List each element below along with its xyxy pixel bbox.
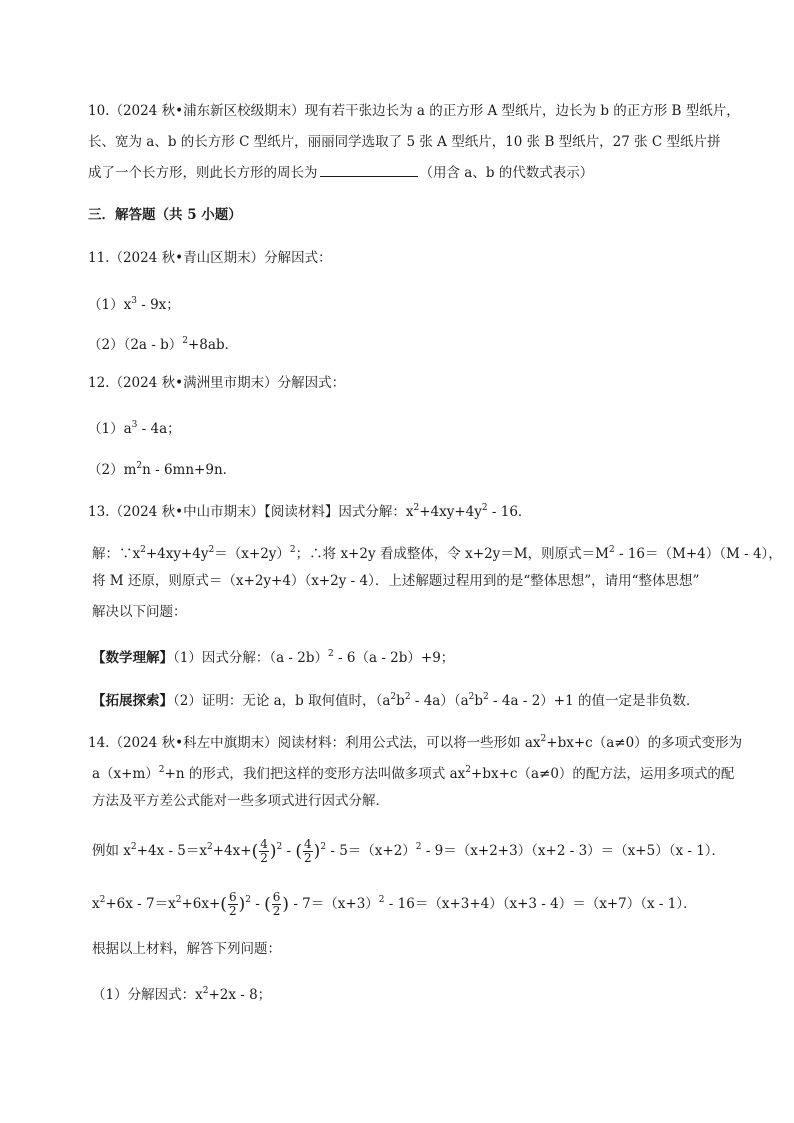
- q13-q1-a: （1）因式分解：（a - 2b）: [173, 650, 329, 666]
- q13-sol2: 将 M 还原，则原式＝（x+2y+4）（x+2y - 4）．上述解题过程用到的是“整体思想”，请用“整体思想”: [92, 573, 700, 589]
- fraction-denominator: 2: [304, 851, 312, 865]
- q13-sol1-b: +4xy+4y: [145, 546, 209, 562]
- q10-line-2: [88, 133, 721, 151]
- q14-ex2-b: +6x - 7＝x: [105, 896, 176, 912]
- q12-part-2: [88, 457, 236, 479]
- q13-q2-b: b: [396, 693, 405, 709]
- q14-line-2: [92, 761, 734, 783]
- q10-text-1: 10.（2024 秋•浦东新区校级期末）现有若干张边长为 a 的正方形 A 型纸片，边长为 b 的正方形 B 型纸片，: [88, 103, 740, 119]
- q13-stem-a: 13.（2024 秋•中山市期末）【阅读材料】因式分解：x: [88, 504, 414, 520]
- q11-p1-b: - 9x；: [136, 297, 180, 313]
- q13-question-1: [92, 645, 454, 667]
- q10-text-3a: 成了一个长方形，则此长方形的周长为: [88, 165, 318, 181]
- superscript: 2: [378, 895, 385, 905]
- open-paren: (: [251, 841, 259, 862]
- q14-ex1-d: -: [282, 843, 296, 859]
- q14-ex1-f: - 9＝（x+2+3）（x+2 - 3）＝（x+5）（x - 1）．: [421, 843, 726, 859]
- open-paren: (: [295, 841, 303, 862]
- superscript: 2: [130, 842, 137, 852]
- open-paren: (: [220, 894, 227, 915]
- close-paren: ): [282, 894, 290, 915]
- fraction-numerator: 6: [228, 890, 237, 904]
- q14-ex2-d: -: [250, 896, 265, 912]
- q10-line-3: [88, 164, 593, 182]
- q14-example-2: [92, 885, 697, 920]
- q13-q2-tag: 【拓展探索】: [92, 693, 173, 709]
- fraction-denominator: 2: [260, 851, 268, 865]
- q14-l1-b: +bx+c（a≠0）的多项式变形为: [546, 735, 743, 751]
- q14-l2-b: +n 的形式，我们把这样的变形方法叫做多项式 ax: [164, 766, 466, 782]
- section-header: [88, 206, 242, 224]
- q14-ex1-c: +4x+: [212, 843, 252, 859]
- q12-p2-b: n - 6mn+9n．: [142, 462, 237, 478]
- fraction-numerator: 4: [304, 837, 312, 851]
- superscript: 2: [175, 895, 182, 905]
- q14-ask-text: 根据以上材料，解答下列问题：: [92, 941, 281, 957]
- superscript: 2: [481, 503, 488, 513]
- q13-q2-a: （2）证明：无论 a，b 取何值时，（a: [173, 693, 391, 709]
- superscript: 2: [140, 545, 146, 555]
- q13-solution-2: [92, 572, 699, 590]
- q13-q2-d: b: [474, 693, 484, 709]
- superscript: 2: [182, 336, 188, 346]
- q10-line-1: [88, 102, 740, 120]
- superscript: 2: [390, 692, 397, 702]
- q14-line-1: [88, 730, 742, 752]
- superscript: 2: [608, 545, 615, 555]
- q13-sol3: 解决以下问题：: [92, 604, 187, 620]
- q13-question-2: [92, 688, 699, 710]
- q14-ex1-a: 例如 x: [92, 843, 131, 859]
- q13-sol1-c: ＝（x+2y）: [214, 546, 290, 562]
- q10-text-2: 长、宽为 a、b 的长方形 C 型纸片，丽丽同学选取了 5 张 A 型纸片，10 张 B 型纸片，27 张 C 型纸片拼: [88, 134, 721, 150]
- q14-example-1: [92, 832, 725, 867]
- superscript: 2: [208, 545, 215, 555]
- q13-stem-b: +4xy+4y: [419, 504, 482, 520]
- fraction-denominator: 2: [272, 904, 281, 918]
- q14-ask: [92, 940, 281, 958]
- q14-ex2-a: x: [92, 896, 100, 912]
- superscript: 2: [276, 842, 283, 852]
- q11-stem: [88, 249, 332, 267]
- q11-p1-a: （1）x: [88, 297, 132, 313]
- q11-part-2: [88, 332, 238, 354]
- q13-solution-1: [92, 541, 782, 563]
- q13-stem-c: - 16．: [487, 504, 532, 520]
- superscript: 2: [99, 895, 106, 905]
- superscript: 2: [289, 545, 296, 555]
- superscript: 2: [207, 842, 213, 852]
- superscript: 2: [328, 649, 334, 659]
- q14-l2-c: +bx+c（a≠0）的配方法，运用多项式的配: [471, 766, 735, 782]
- q12-part-1: [88, 416, 181, 438]
- superscript: 2: [158, 765, 165, 775]
- q12-p1-a: （1）a: [88, 421, 132, 437]
- q11-stem-text: 11.（2024 秋•青山区期末）分解因式：: [88, 250, 332, 266]
- superscript: 2: [404, 692, 411, 702]
- q14-l1-a: 14.（2024 秋•科左中旗期末）阅读材料：利用公式法，可以将一些形如 ax: [88, 735, 541, 751]
- q13-solution-3: [92, 603, 187, 621]
- superscript: 2: [540, 734, 547, 744]
- q14-ex2-e: - 7＝（x+3）: [289, 896, 379, 912]
- q14-part-1: [92, 982, 271, 1004]
- fraction: [303, 838, 313, 865]
- q14-ex1-b: +4x - 5＝x: [136, 843, 208, 859]
- fraction-numerator: 6: [272, 890, 281, 904]
- superscript: 2: [413, 503, 420, 513]
- q14-l3: 方法及平方差公式能对一些多项式进行因式分解．: [92, 793, 389, 809]
- superscript: 2: [202, 986, 209, 996]
- q11-part-1: [88, 292, 180, 314]
- q10-text-3b: （用含 a、b 的代数式表示）: [419, 165, 594, 181]
- q12-p2-a: （2）m: [88, 462, 137, 478]
- fraction-numerator: 4: [260, 837, 268, 851]
- superscript: 2: [465, 765, 472, 775]
- q11-p2-b: +8ab．: [188, 337, 239, 353]
- q14-ex2-f: - 16＝（x+3+4）（x+3 - 4）＝（x+7）（x - 1）．: [384, 896, 697, 912]
- q13-q1-b: - 6（a - 2b）+9；: [333, 650, 455, 666]
- q12-p1-b: - 4a；: [137, 421, 181, 437]
- superscript: 2: [468, 692, 475, 702]
- q14-p1-b: +2x - 8；: [208, 987, 272, 1003]
- superscript: 3: [131, 296, 137, 306]
- q13-q1-tag: 【数学理解】: [92, 650, 173, 666]
- q14-ex2-c: +6x+: [181, 896, 221, 912]
- q13-q2-c: - 4a）（a: [410, 693, 469, 709]
- fraction: [259, 838, 269, 865]
- close-paren: ): [238, 894, 246, 915]
- open-paren: (: [264, 894, 271, 915]
- answer-blank: [320, 164, 418, 177]
- section-title: 三．解答题（共 5 小题）: [88, 207, 242, 223]
- q13-q2-e: - 4a - 2）+1 的值一定是非负数．: [488, 693, 700, 709]
- q14-l2-a: a（x+m）: [92, 766, 159, 782]
- q12-stem: [88, 374, 345, 392]
- superscript: 2: [415, 842, 422, 852]
- superscript: 2: [483, 692, 489, 702]
- superscript: 2: [320, 842, 327, 852]
- q14-p1-a: （1）分解因式：x: [92, 987, 203, 1003]
- q13-sol1-a: 解：∵x: [92, 546, 141, 562]
- fraction: [272, 891, 282, 918]
- superscript: 3: [131, 420, 138, 430]
- superscript: 2: [136, 461, 143, 471]
- fraction-denominator: 2: [228, 904, 237, 918]
- superscript: 2: [245, 895, 251, 905]
- close-paren: ): [313, 841, 321, 862]
- q13-sol1-d: ；∴将 x+2y 看成整体，令 x+2y＝M，则原式＝M: [295, 546, 609, 562]
- fraction: [228, 891, 238, 918]
- q13-stem: [88, 499, 531, 521]
- q14-ex1-e: - 5＝（x+2）: [326, 843, 416, 859]
- q13-sol1-e: - 16＝（M+4）（M - 4），: [614, 546, 782, 562]
- q12-stem-text: 12.（2024 秋•满洲里市期末）分解因式：: [88, 375, 346, 391]
- close-paren: ): [269, 841, 277, 862]
- q14-line-3: [92, 792, 389, 810]
- q11-p2-a: （2）（2a - b）: [88, 337, 183, 353]
